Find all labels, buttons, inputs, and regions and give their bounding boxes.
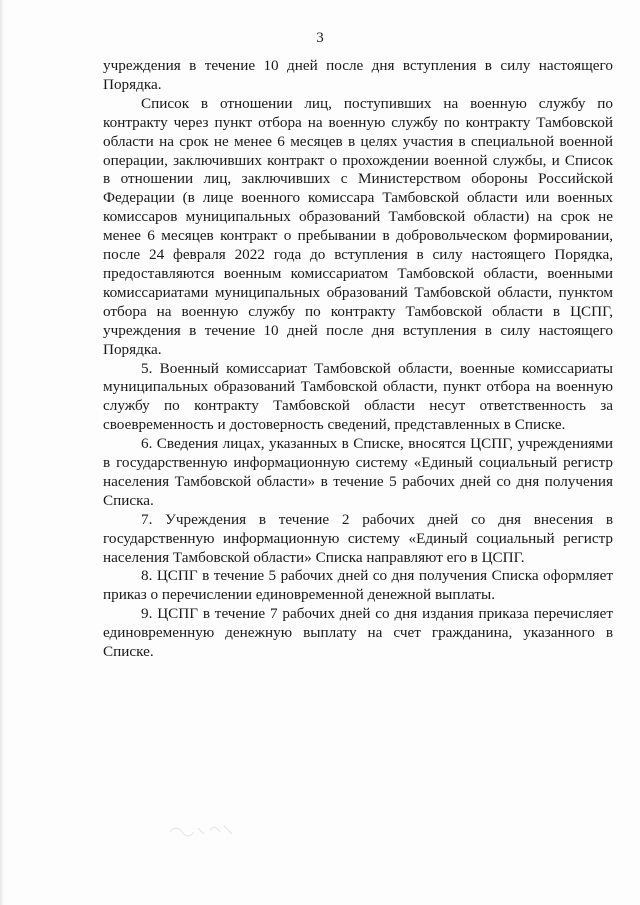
paragraph-item-5: 5. Военный комиссариат Тамбовской области, военные комиссариаты муниципальных образований Тамбовской области, пункт отбора на военную службу по контракту Тамбовской области несут ответственность за своевременность и достоверность сведений, представленных в Списке. bbox=[103, 359, 613, 434]
paragraph-item-6: 6. Сведения лицах, указанных в Списке, вносятся ЦСПГ, учреждениями в государственную информационную систему «Единый социальный регистр населения Тамбовской области» в течение 5 рабочих дней со дня получения Списка. bbox=[103, 435, 613, 509]
paragraph-list-submission: Список в отношении лиц, поступивших на военную службу по контракту через пункт отбора на военную службу по контракту Тамбовской области на срок не менее 6 месяцев в целях участия в специальной военной операции, заключивших контракт о прохождении военной службы, и Список в отношении лиц, заключивших с Министерством обороны Российской Федерации (в лице военного комиссара Тамбовской области или военных комиссаров муниципальных образований Тамбовской области) на срок не менее 6 месяцев контракт о пребывании в добровольческом формировании, после 24 февраля 2022 года до вступления в силу настоящего Порядка, предоставляются военным комиссариатом Тамбовской области, военными комиссариатами муниципальных образований Тамбовской области, пунктом отбора на военную службу по контракту Тамбовской области в ЦСПГ, учреждения в течение 10 дней после дня вступления в силу настоящего Порядка. bbox=[103, 94, 613, 358]
scan-artifact-mark bbox=[166, 818, 238, 840]
paragraph-continuation: учреждения в течение 10 дней после дня вступления в силу настоящего Порядка. bbox=[103, 57, 613, 93]
scan-edge-shadow bbox=[0, 0, 4, 905]
paragraph-item-7: 7. Учреждения в течение 2 рабочих дней со дня внесения в государственную информационную систему «Единый социальный регистр населения Тамбовской области» Списка направляют его в ЦСПГ. bbox=[103, 510, 613, 566]
document-body bbox=[103, 57, 613, 662]
paragraph-item-9: 9. ЦСПГ в течение 7 рабочих дней со дня издания приказа перечисляет единовременную денежную выплату на счет гражданина, указанного в Списке. bbox=[103, 605, 613, 661]
page-number: 3 bbox=[316, 30, 324, 46]
paragraph-item-8: 8. ЦСПГ в течение 5 рабочих дней со дня получения Списка оформляет приказ о перечислении единовременной денежной выплаты. bbox=[103, 567, 613, 604]
